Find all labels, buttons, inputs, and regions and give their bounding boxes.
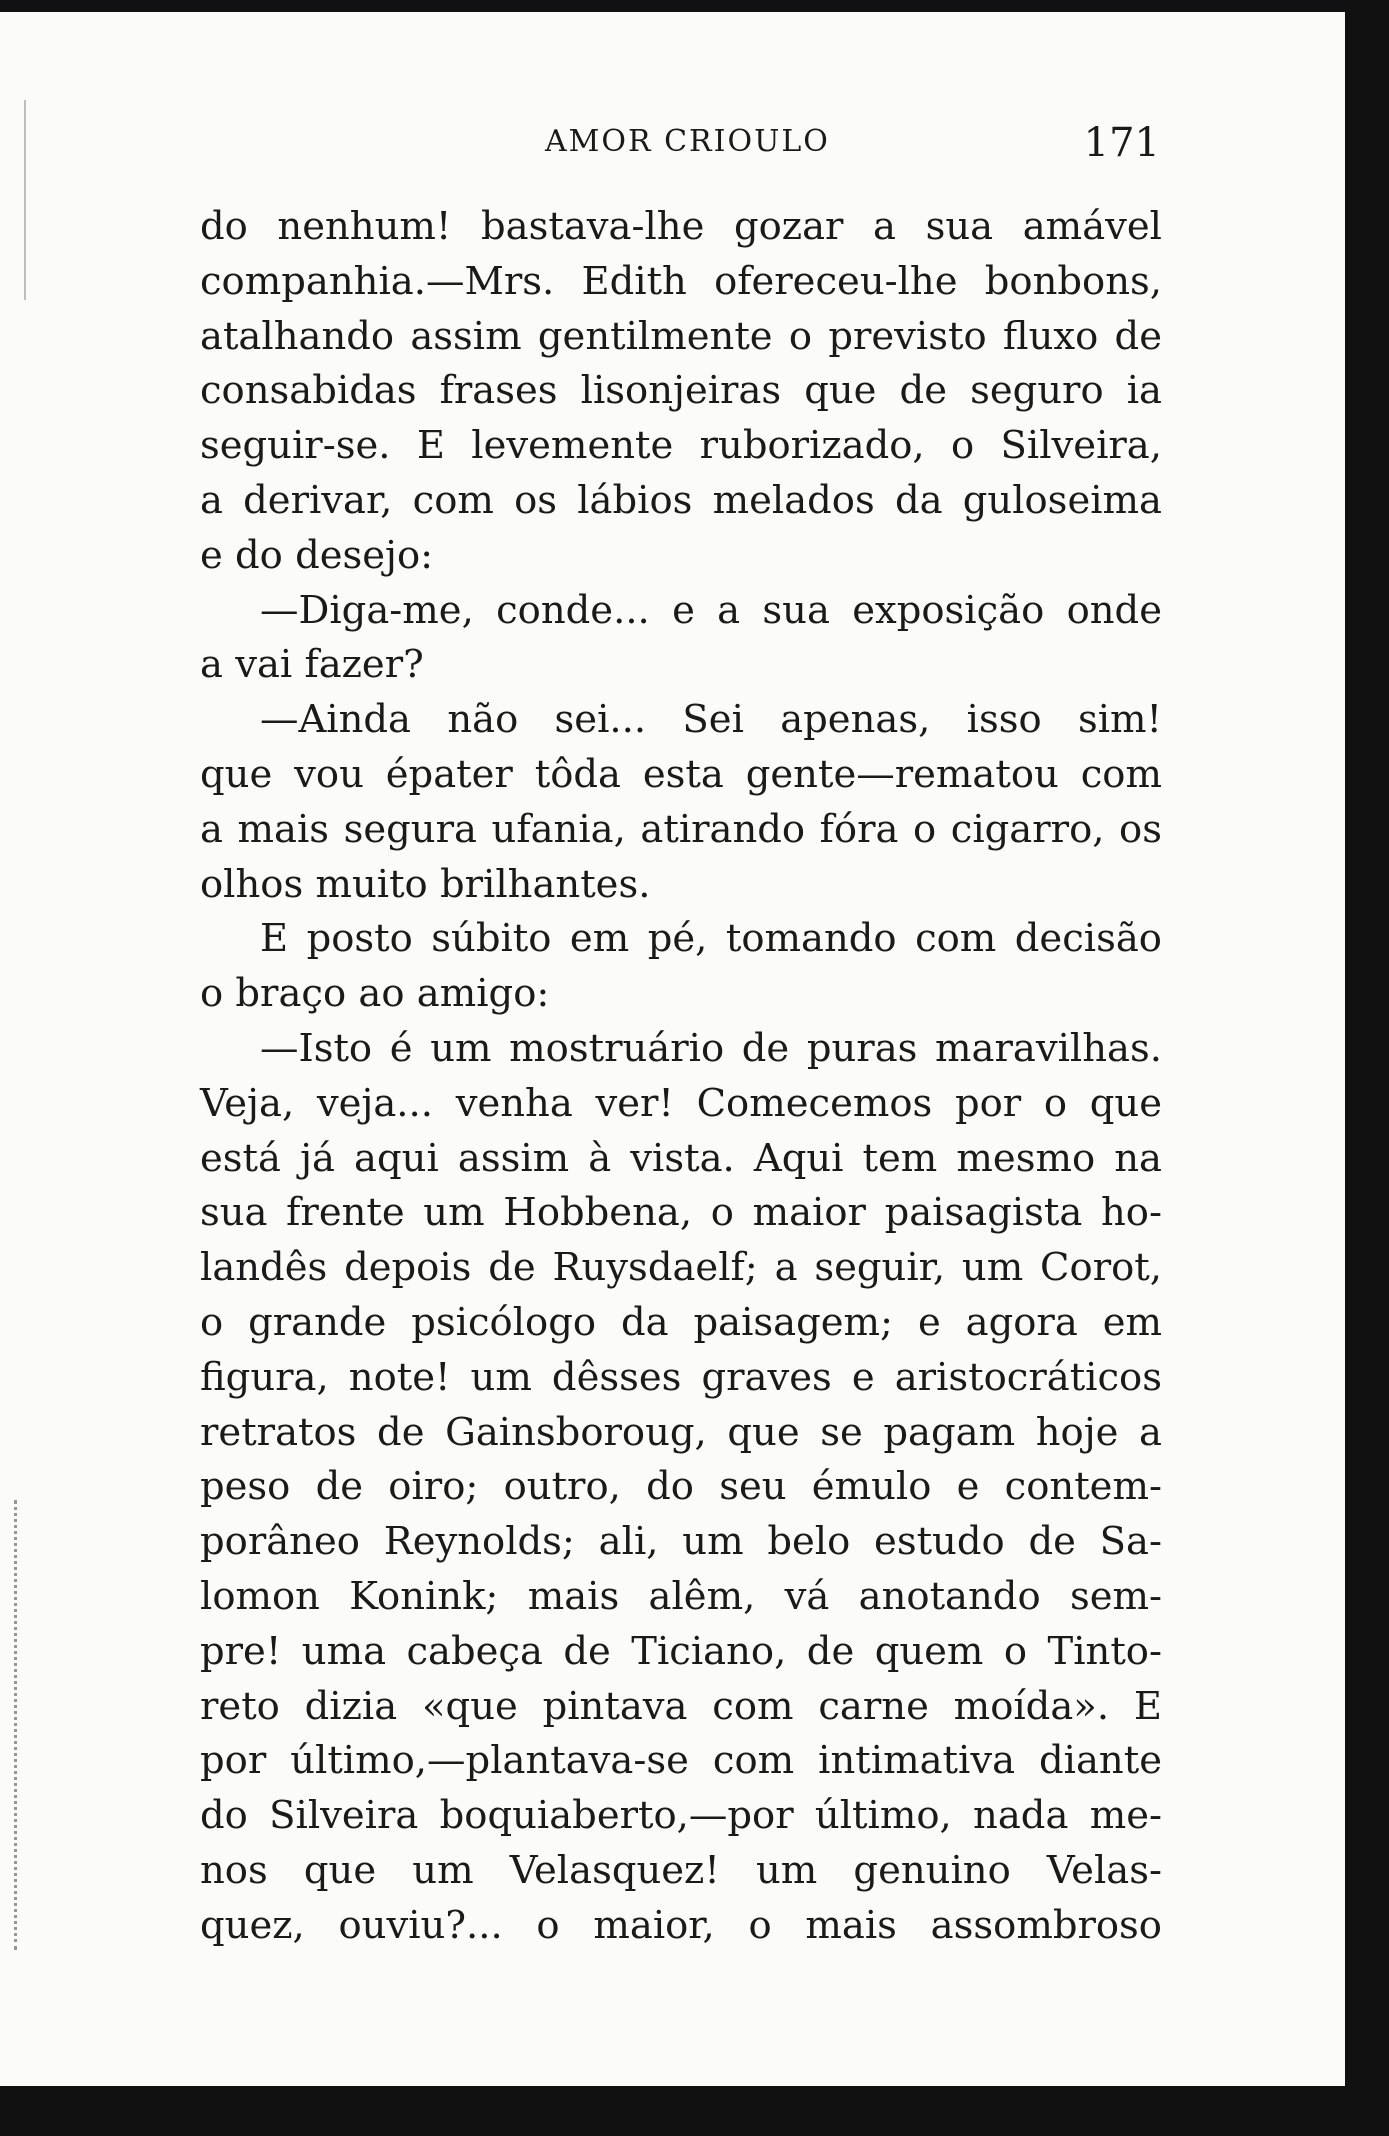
text-line: o braço ao amigo: <box>200 971 550 1017</box>
text-line: seguir-se. E levemente ruborizado, o Silveira, <box>200 423 1162 469</box>
text-line: está já aqui assim à vista. Aqui tem mesmo na <box>200 1135 1162 1181</box>
page-number: 171 <box>1083 120 1160 166</box>
text-line: por último,—plantava-se com intimativa diante <box>200 1738 1162 1784</box>
text-line: Veja, veja... venha ver! Comecemos por o que <box>200 1080 1162 1126</box>
text-line: e do desejo: <box>200 532 434 578</box>
text-line: a vai fazer? <box>200 642 424 688</box>
scan-border-right <box>1345 0 1389 2136</box>
scan-border-top <box>0 0 1389 12</box>
text-line: do Silveira boquiaberto,—por último, nada me- <box>200 1793 1162 1839</box>
text-line: a derivar, com os lábios melados da guloseima <box>200 477 1162 523</box>
text-line: o grande psicólogo da paisagem; e agora em <box>200 1299 1162 1345</box>
text-line: porâneo Reynolds; ali, um belo estudo de Sa- <box>200 1519 1162 1565</box>
text-line: lomon Konink; mais alêm, vá anotando sem- <box>200 1573 1162 1619</box>
body-text <box>200 200 1162 1954</box>
running-head: AMOR CRIOULO <box>545 124 830 159</box>
text-line: nos que um Velasquez! um genuino Velas- <box>200 1847 1162 1893</box>
text-line: consabidas frases lisonjeiras que de seguro ia <box>200 368 1162 414</box>
text-line: retratos de Gainsboroug, que se pagam hoje a <box>200 1409 1162 1455</box>
text-line: peso de oiro; outro, do seu émulo e contem- <box>200 1464 1162 1510</box>
text-line: —Ainda não sei... Sei apenas, isso sim! <box>260 697 1162 743</box>
text-line: quez, ouviu?... o maior, o mais assombroso <box>200 1902 1162 1948</box>
text-line: companhia.—Mrs. Edith ofereceu-lhe bonbons, <box>200 258 1162 304</box>
text-line: olhos muito brilhantes. <box>200 861 651 907</box>
text-line: pre! uma cabeça de Ticiano, de quem o Tinto- <box>200 1628 1162 1674</box>
page-header <box>200 120 1160 170</box>
scan-margin-specks <box>14 1500 41 1950</box>
text-line: E posto súbito em pé, tomando com decisão <box>260 916 1162 962</box>
text-line: —Diga-me, conde... e a sua exposição onde <box>260 587 1162 633</box>
text-line: —Isto é um mostruário de puras maravilhas. <box>260 1025 1162 1071</box>
text-line: do nenhum! bastava-lhe gozar a sua amável <box>200 204 1162 249</box>
text-line: sua frente um Hobbena, o maior paisagista ho- <box>200 1190 1162 1236</box>
text-line: reto dizia «que pintava com carne moída». E <box>200 1683 1162 1729</box>
scan-border-bottom <box>0 2086 1389 2136</box>
text-line: figura, note! um dêsses graves e aristocráticos <box>200 1354 1162 1400</box>
scan-margin-mark <box>24 100 26 300</box>
text-line: a mais segura ufania, atirando fóra o cigarro, os <box>200 806 1162 852</box>
text-line: landês depois de Ruysdaelf; a seguir, um Corot, <box>200 1245 1162 1291</box>
text-line: atalhando assim gentilmente o previsto fluxo de <box>200 313 1162 359</box>
text-line: que vou épater tôda esta gente—rematou com <box>200 751 1162 797</box>
